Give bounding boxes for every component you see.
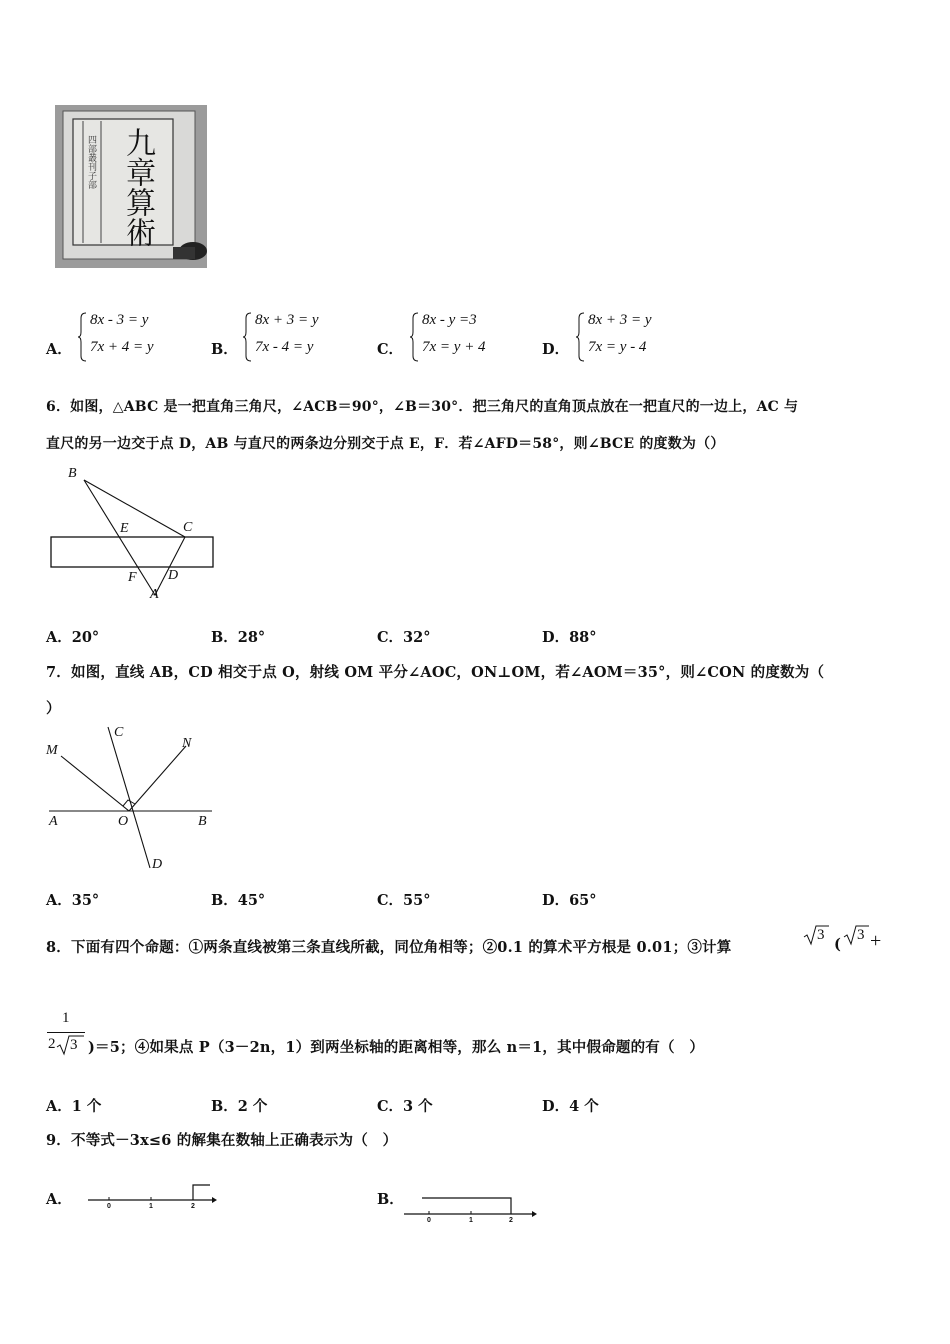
q9-b-tick-2: 2 [509, 1217, 513, 1224]
q7-text-line1: 7．如图，直线 AB，CD 相交于点 O，射线 OM 平分∠AOC，ON⊥OM，若∠AOM＝35°，则∠CON 的度数为（ [46, 664, 825, 681]
q6-label-d: D [168, 568, 179, 583]
q5-c-eq1: 8x - y =3 [422, 312, 477, 328]
q7-label-n: N [182, 736, 192, 751]
q9-a-tick-0: 0 [107, 1203, 111, 1210]
q9-option-b[interactable]: B． [377, 1191, 404, 1208]
q5-d-eq2: 7x = y - 4 [588, 339, 647, 355]
q9-text-line1: 9．不等式－3x≤6 的解集在数轴上正确表示为（ ） [46, 1132, 398, 1149]
q7-option-b[interactable]: B．45° [211, 892, 266, 909]
q8-frac-den-coef: 2 [48, 1036, 56, 1052]
q9-option-a[interactable]: A． [46, 1191, 72, 1208]
q9-number-line-b [402, 1190, 542, 1230]
q8-text-line2: )＝5；④如果点 P（3－2n，1）到两坐标轴的距离相等，那么 n＝1，其中假命题的有（ ） [88, 1039, 705, 1056]
q8-option-d[interactable]: D．4 个 [542, 1098, 599, 1115]
q6-label-a: A [150, 587, 159, 602]
q7-option-c[interactable]: C．55° [377, 892, 431, 909]
q8-option-c[interactable]: C．3 个 [377, 1098, 433, 1115]
q6-label-c: C [183, 520, 193, 535]
q8-sqrt3-b-radicand: 3 [857, 927, 865, 943]
q8-frac-den-radicand: 3 [70, 1037, 78, 1053]
q9-b-tick-0: 0 [427, 1217, 431, 1224]
q6-option-c[interactable]: C．32° [377, 629, 431, 646]
q8-frac-bar [47, 1032, 85, 1033]
q6-figure [44, 460, 224, 610]
q5-a-eq2: 7x + 4 = y [90, 339, 154, 355]
q7-label-c: C [114, 725, 124, 740]
q7-option-a[interactable]: A．35° [46, 892, 100, 909]
q5-b-eq1: 8x + 3 = y [255, 312, 319, 328]
q7-option-d[interactable]: D．65° [542, 892, 597, 909]
q5-option-b-label: B． [211, 341, 238, 358]
q6-label-e: E [120, 521, 129, 536]
q5-b-eq2: 7x - 4 = y [255, 339, 314, 355]
q6-option-d[interactable]: D．88° [542, 629, 597, 646]
q8-frac-numerator: 1 [62, 1010, 70, 1026]
q5-option-d-label: D． [542, 341, 570, 358]
q8-paren-open: ( [834, 936, 842, 953]
q8-sqrt3-a-radicand: 3 [817, 927, 825, 943]
q7-label-o: O [118, 814, 129, 829]
book-cover-image [55, 105, 207, 268]
q7-label-d: D [152, 857, 163, 872]
q9-b-tick-1: 1 [469, 1217, 473, 1224]
q6-label-f: F [128, 570, 137, 585]
q7-label-m: M [46, 743, 58, 758]
q8-sqrt3-a [803, 924, 829, 946]
book-title-text: 九章算術 [120, 127, 155, 247]
q8-text-line1: 8．下面有四个命题：①两条直线被第三条直线所截，同位角相等；②0.1 的算术平方根是 0.01；③计算 [46, 939, 732, 956]
q8-sqrt3-b [843, 924, 869, 946]
q5-a-eq1: 8x - 3 = y [90, 312, 149, 328]
q9-a-tick-1: 1 [149, 1203, 153, 1210]
q9-a-tick-2: 2 [191, 1203, 195, 1210]
q7-figure [44, 720, 224, 880]
q6-label-b: B [68, 466, 77, 481]
q7-label-a: A [49, 814, 58, 829]
q8-fraction [47, 1010, 87, 1060]
q5-option-c-label: C． [377, 341, 404, 358]
book-spine-text: 四部叢刊子部 [86, 135, 96, 189]
q7-text-line2: ） [46, 700, 61, 717]
q5-option-a-label: A． [46, 341, 72, 358]
q6-option-b[interactable]: B．28° [211, 629, 266, 646]
q6-option-a[interactable]: A．20° [46, 629, 100, 646]
q9-number-line-a [86, 1180, 221, 1215]
q7-label-b: B [198, 814, 207, 829]
q5-d-eq1: 8x + 3 = y [588, 312, 652, 328]
q8-plus: + [870, 930, 882, 952]
q5-c-eq2: 7x = y + 4 [422, 339, 486, 355]
q6-text-line2: 直尺的另一边交于点 D，AB 与直尺的两条边分别交于点 E，F．若∠AFD＝58°，则∠BCE 的度数为（） [46, 436, 725, 452]
q8-option-b[interactable]: B．2 个 [211, 1098, 268, 1115]
q8-option-a[interactable]: A．1 个 [46, 1098, 102, 1115]
q6-text-line1: 6．如图，△ABC 是一把直角三角尺，∠ACB＝90°，∠B＝30°．把三角尺的直角顶点放在一把直尺的一边上，AC 与 [46, 399, 799, 415]
